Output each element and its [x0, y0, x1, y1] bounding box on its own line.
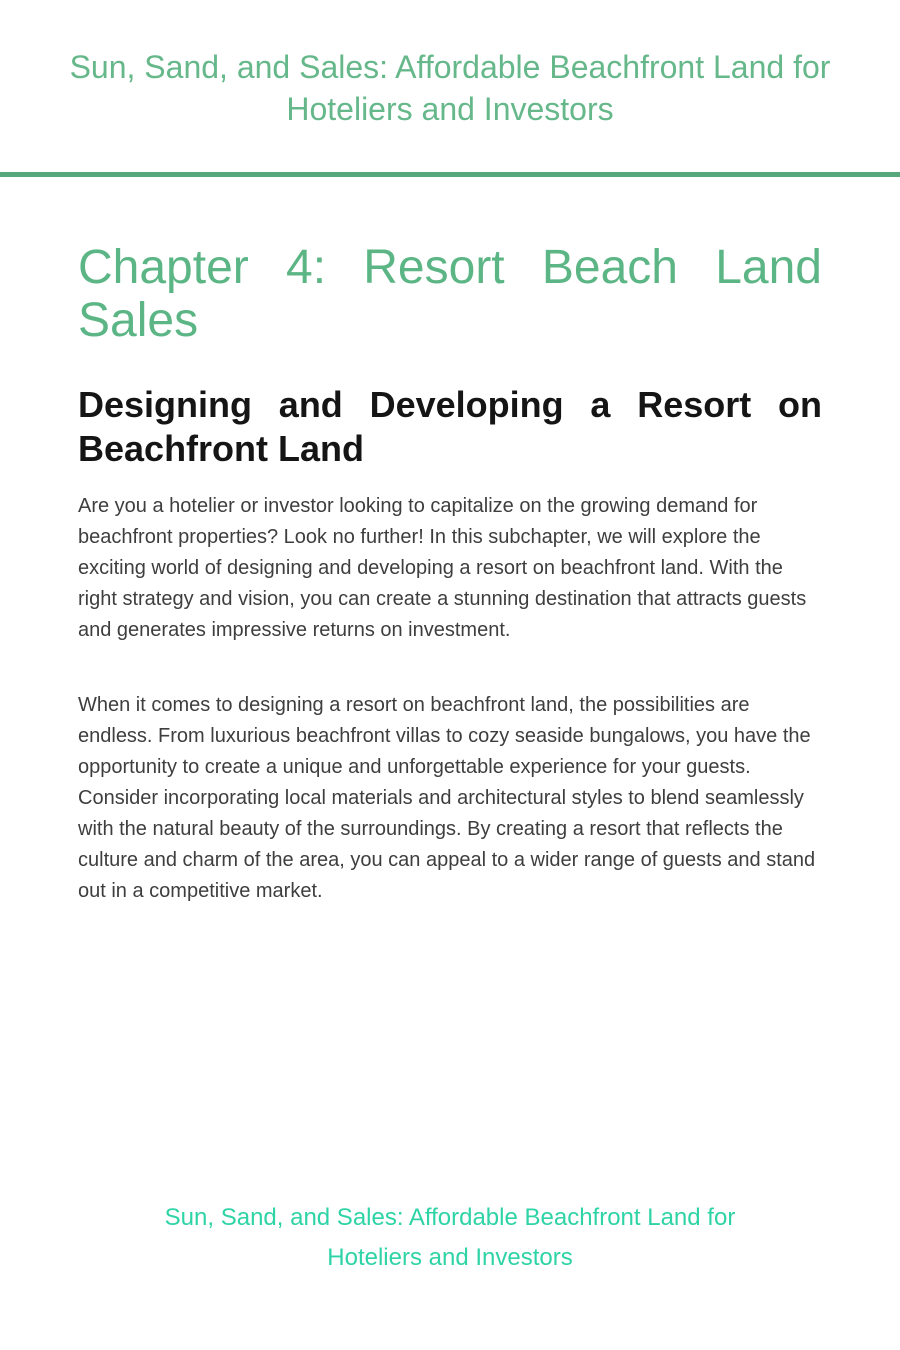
page-content [0, 241, 900, 907]
chapter-heading-line-1: Chapter 4: Resort Beach Land [78, 241, 822, 294]
chapter-heading-line-2: Sales [78, 294, 199, 347]
body-paragraph: Are you a hotelier or investor looking to capitalize on the growing demand for beachfront properties? Look no further! In this subchapter, we will explore the exciting world of designing and developing a resort on beachfront land. With the right strategy and vision, you can create a stunning destination that attracts guests and generates impressive returns on investment. [78, 495, 807, 641]
footer-title-line-1: Sun, Sand, and Sales: Affordable Beachfront Land for [164, 1204, 736, 1231]
footer-title-line-2: Hoteliers and Investors [327, 1244, 573, 1271]
page-header-title [0, 0, 900, 130]
section-subheading [78, 383, 822, 471]
header-title-line-2: Hoteliers and Investors [286, 91, 614, 127]
header-title-line-1: Sun, Sand, and Sales: Affordable Beachfront Land for [69, 49, 831, 85]
chapter-heading [78, 241, 822, 347]
page-footer-title [0, 1198, 900, 1278]
section-subheading-line-1: Designing and Developing a Resort on [78, 384, 822, 425]
header-divider [0, 172, 900, 177]
body-paragraph: When it comes to designing a resort on beachfront land, the possibilities are endless. From luxurious beachfront villas to cozy seaside bungalows, you have the opportunity to create a unique and unforgettable experience for your guests. Consider incorporating local materials and architectural styles to blend seamlessly with the natural beauty of the surroundings. By creating a resort that reflects the culture and charm of the area, you can appeal to a wider range of guests and stand out in a competitive market. [78, 694, 816, 902]
section-subheading-line-2: Beachfront Land [78, 428, 365, 469]
